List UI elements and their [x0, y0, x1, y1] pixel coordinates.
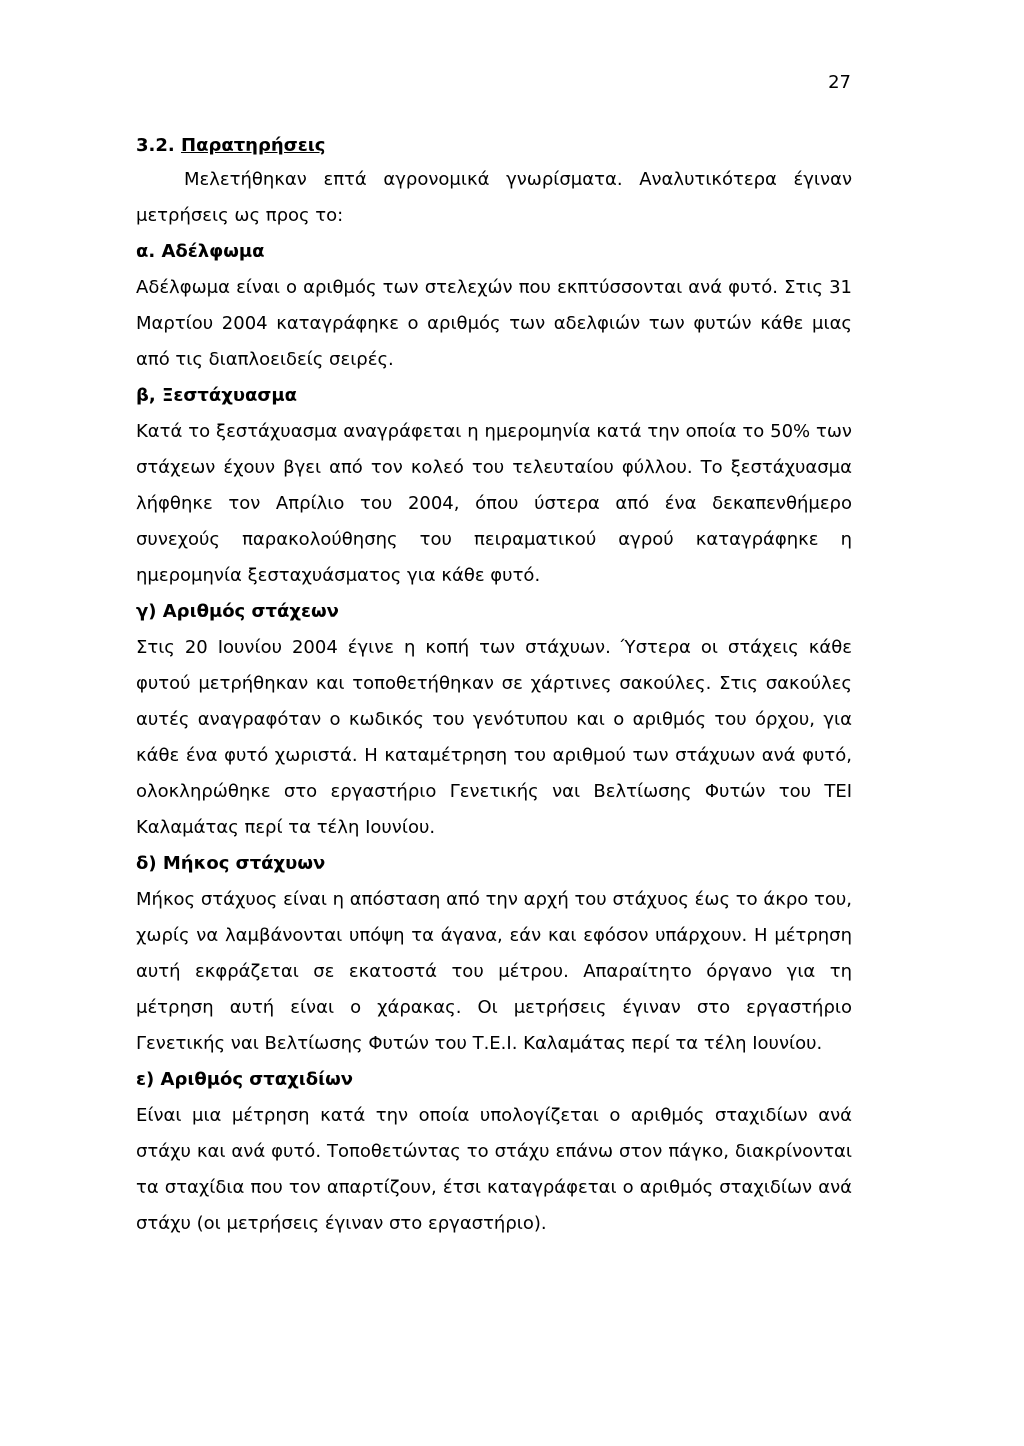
item-heading-spike-count: γ) Αριθμός στάχεων [136, 601, 339, 622]
item-heading-spikelet-count: ε) Αριθμός σταχιδίων [136, 1069, 354, 1090]
item-text-spike-count: Στις 20 Ιουνίου 2004 έγινε η κοπή των στάχυων. Ύστερα οι στάχεις κάθε φυτού μετρήθηκαν και τοποθετήθηκαν σε χάρτινες σακούλες. Στις σακούλες αυτές αναγραφόταν ο κωδικός του γενότυπου και ο αριθμός του όρχου, για κάθε ένα φυτό χωριστά. Η καταμέτρηση του αριθμού των στάχυων ανά φυτό, ολοκληρώθηκε στο εργαστήριο Γενετικής ναι Βελτίωσης Φυτών του ΤΕΙ Καλαμάτας περί τα τέλη Ιουνίου. [136, 637, 852, 838]
item-heading-spike-length: δ) Μήκος στάχυων [136, 853, 326, 874]
section-title: Παρατηρήσεις [181, 135, 326, 156]
item-heading-heading-date: β, Ξεστάχυασμα [136, 385, 298, 406]
item-text-tillering: Αδέλφωμα είναι ο αριθμός των στελεχών που εκπτύσσονται ανά φυτό. Στις 31 Μαρτίου 2004 καταγράφηκε ο αριθμός των αδελφιών των φυτών κάθε μιας από τις διαπλοειδείς σειρές. [136, 277, 852, 370]
item-text-spike-length: Μήκος στάχυος είναι η απόσταση από την αρχή του στάχυος έως το άκρο του, χωρίς να λαμβάνονται υπόψη τα άγανα, εάν και εφόσον υπάρχουν. Η μέτρηση αυτή εκφράζεται σε εκατοστά του μέτρου. Απαραίτητο όργανο για τη μέτρηση αυτή είναι ο χάρακας. Οι μετρήσεις έγιναν στο εργαστήριο Γενετικής ναι Βελτίωσης Φυτών του Τ.Ε.Ι. Καλαμάτας περί τα τέλη Ιουνίου. [136, 889, 852, 1054]
section-heading [136, 130, 852, 162]
section-intro: Μελετήθηκαν επτά αγρονομικά γνωρίσματα. Αναλυτικότερα έγιναν μετρήσεις ως προς το: [136, 169, 852, 226]
section-number: 3.2. [136, 135, 175, 156]
item-text-spikelet-count: Είναι μια μέτρηση κατά την οποία υπολογίζεται ο αριθμός σταχιδίων ανά στάχυ και ανά φυτό. Τοποθετώντας το στάχυ επάνω στον πάγκο, διακρίνονται τα σταχίδια που τον απαρτίζουν, έτσι καταγράφεται ο αριθμός σταχιδίων ανά στάχυ (οι μετρήσεις έγιναν στο εργαστήριο). [136, 1105, 852, 1234]
item-text-heading-date: Κατά το ξεστάχυασμα αναγράφεται η ημερομηνία κατά την οποία το 50% των στάχεων έχουν βγει από τον κολεό του τελευταίου φύλλου. Το ξεστάχυασμα λήφθηκε τον Απρίλιο του 2004, όπου ύστερα από ένα δεκαπενθήμερο συνεχούς παρακολούθησης του πειραματικού αγρού καταγράφηκε η ημερομηνία ξεσταχυάσματος για κάθε φυτό. [136, 421, 852, 586]
item-heading-tillering: α. Αδέλφωμα [136, 241, 265, 262]
page-number: 27 [828, 72, 851, 93]
document-body [136, 130, 852, 1242]
